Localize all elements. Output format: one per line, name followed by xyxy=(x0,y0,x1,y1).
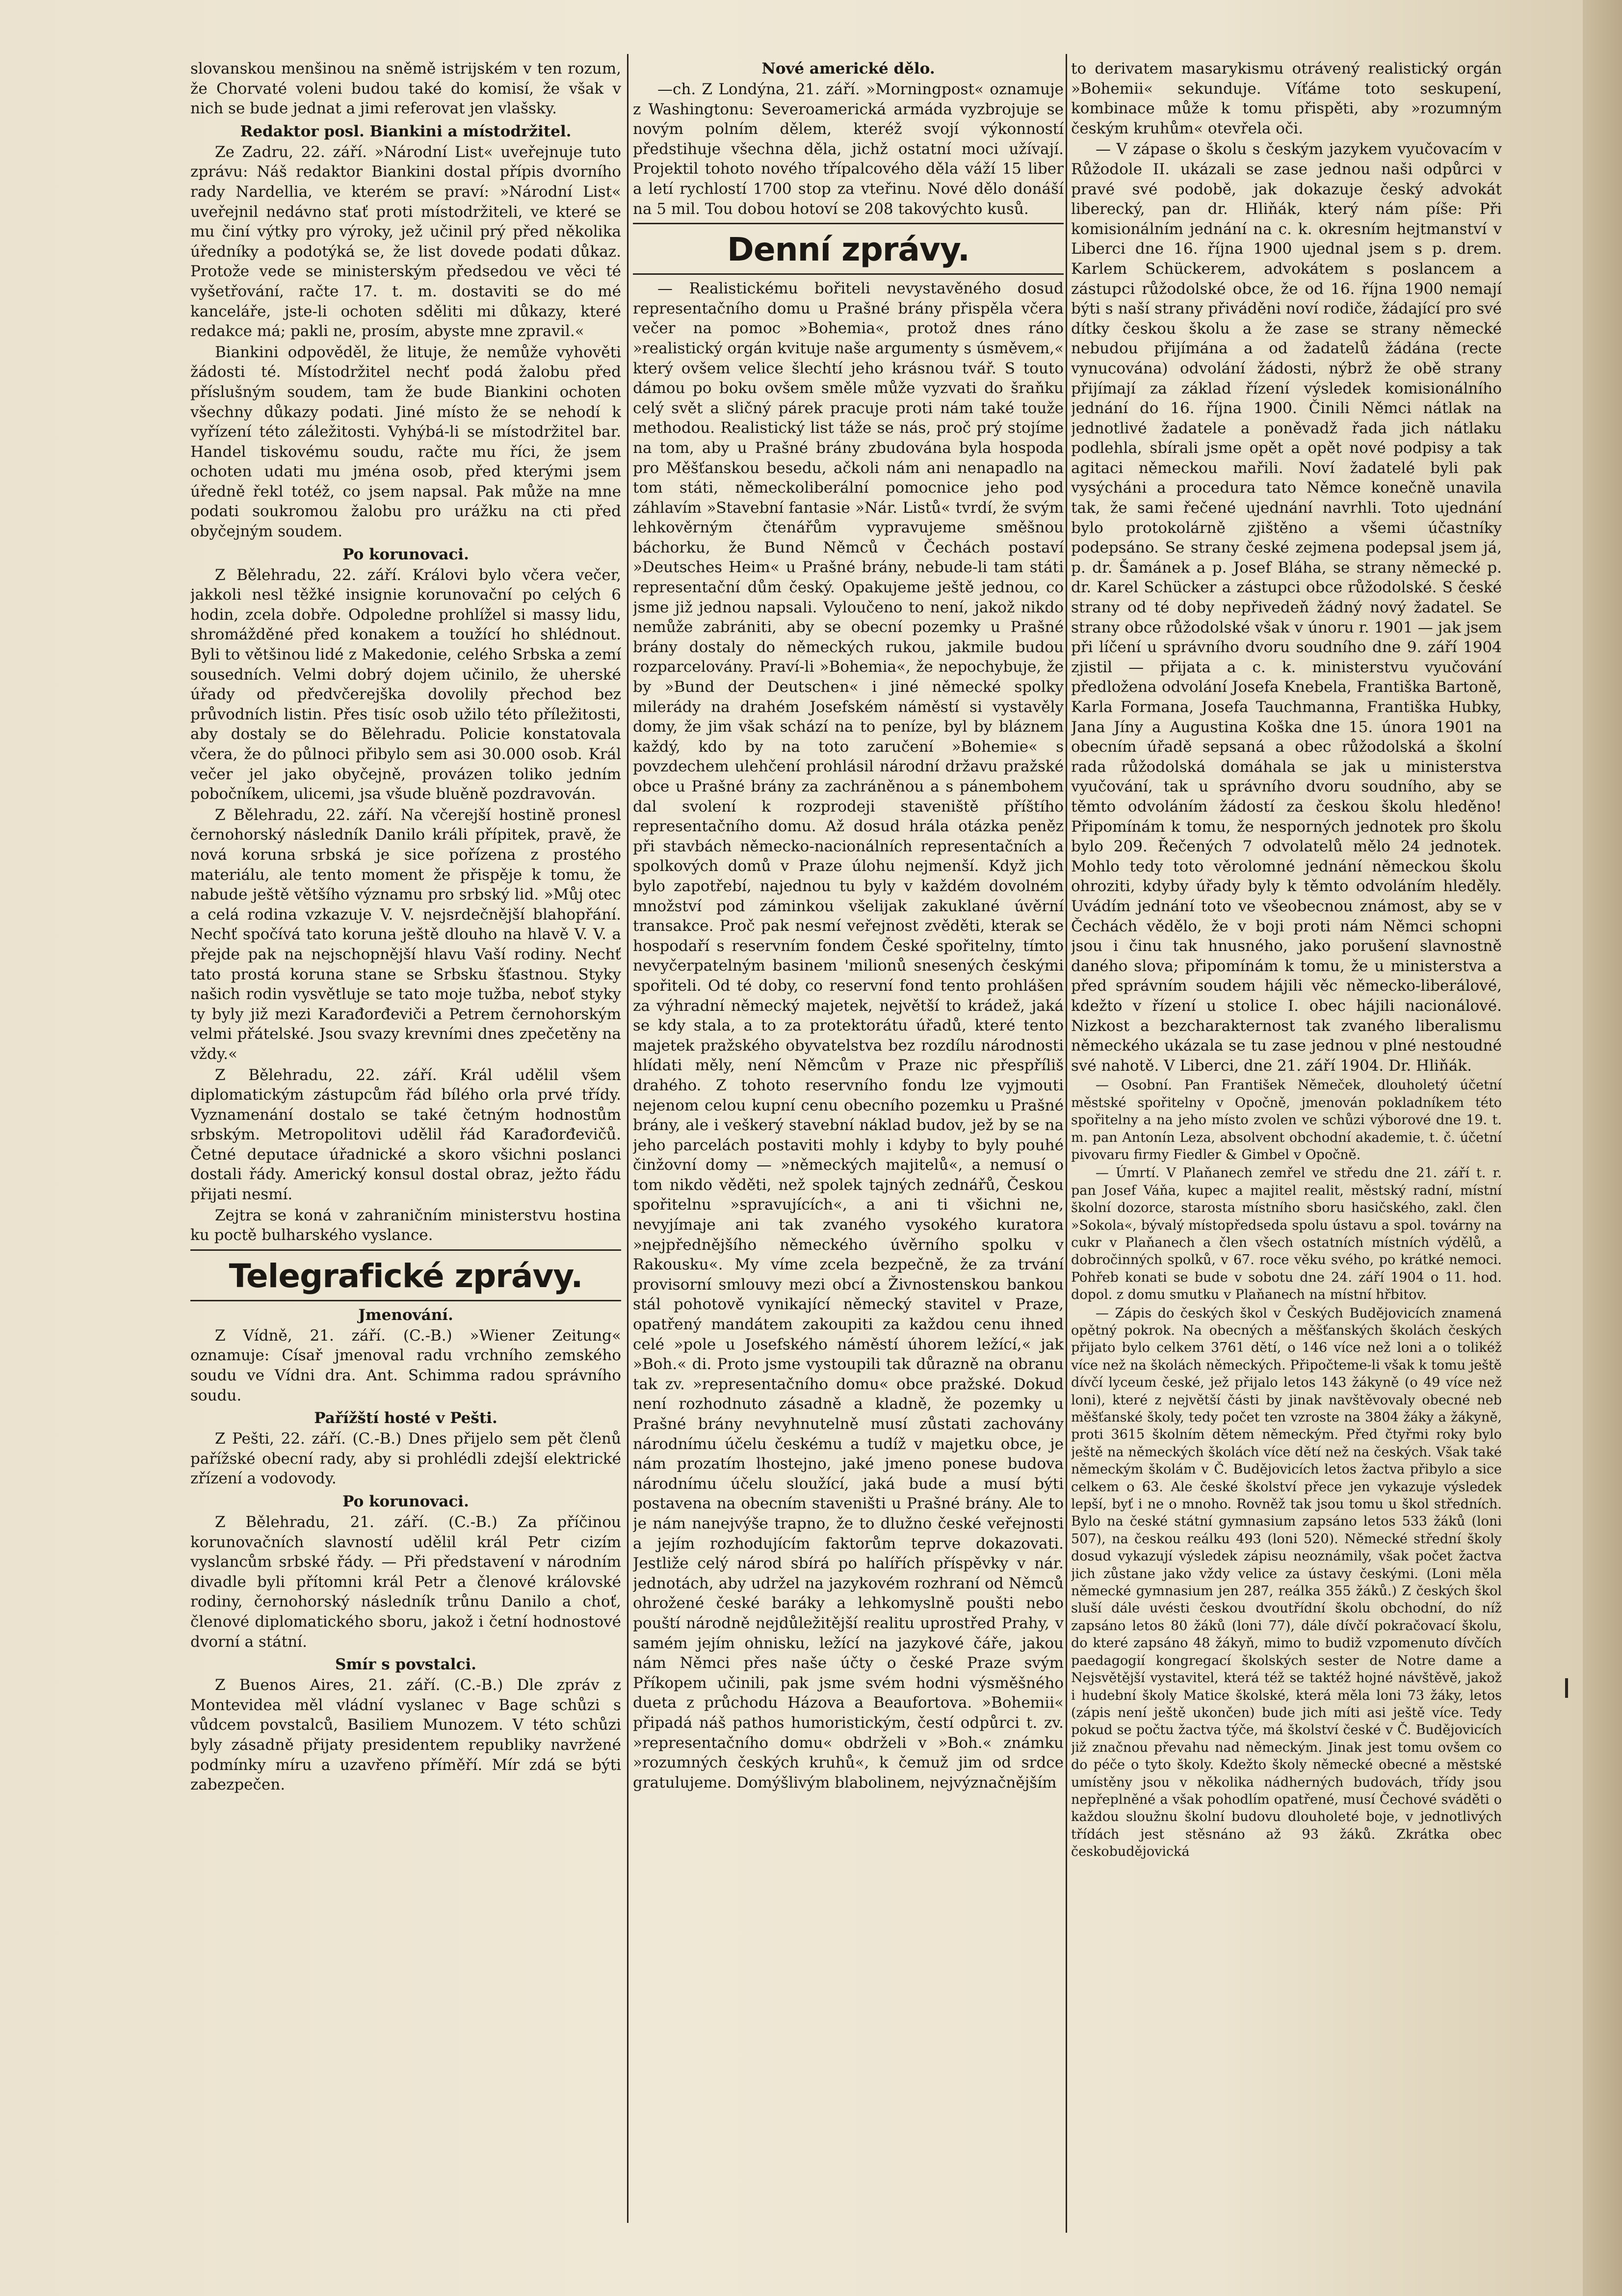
paragraph-z-vidne: Z Vídně, 21. září. (C.-B.) »Wiener Zeitung« oznamuje: Císař jmenoval radu vrchního zemského soudu ve Vídni dra. Ant. Schimma radou správního soudu. xyxy=(190,1326,621,1404)
telegraph-section-box xyxy=(190,1249,621,1301)
paragraph-ze-zadru: Ze Zadru, 22. září. »Národní List« uveřejnuje tuto zprávu: Náš redaktor Biankini dostal přípis dvorního rady Nardellia, ve kterém se praví: »Národní List« uveřejnil nedávno stať proti místodržiteli, ve které se mu činí výtky pro výroky, jež učinil prý před několika úředníky a podotýká se, že list dovede podati důkaz. Protože vede se ministerským předsedou ve věci té vyšetřování, račte 17. t. m. dostaviti se do mé kanceláře, jste-li ochoten sděliti mi důkazy, které redakce má; pakli ne, prosím, abyste mne zpravil.« xyxy=(190,143,621,341)
heading-parizsti-hoste: Pařížští hosté v Pešti. xyxy=(314,1409,497,1427)
paragraph-belehrad-4: Z Bělehradu, 21. září. (C.-B.) Za příčinou korunovačních slavností udělil král Petr cizím vyslancům srbské řády. — Při představení v národním divadle byli přítomni král Petr a členové královské rodiny, černohorský následník trůnu Danilo a choť, členové diplomatického sboru, jakož i četní hodnostové dvorní a státní. xyxy=(190,1513,621,1651)
page-fold-shadow xyxy=(1583,0,1622,2296)
column-3 xyxy=(1071,59,1502,2238)
paragraph-zejtra: Zejtra se koná v zahraničním ministerstvu hostina ku poctě bulharského vyslance. xyxy=(190,1206,621,1244)
paragraph-buenos-aires: Z Buenos Aires, 21. září. (C.-B.) Dle zpráv z Montevidea měl vládní vyslanec v Bage schůzi s vůdcem povstalců, Basiliem Munozem. V této schůzi byly zásadně přijaty presidentem republiky navržené podmínky míru a uzavřeno příměří. Mír zdá se býti zabezpečen. xyxy=(190,1676,621,1794)
paragraph-derivatem: to derivatem masarykismu otrávený realistický orgán »Bohemii« sekunduje. Víťáme toto seskupení, kombinace může k tomu přispěti, aby »rozumným českým kruhům« otevřela oči. xyxy=(1071,60,1502,137)
paragraph-osobni: — Osobní. Pan František Němeček, dlouholetý účetní městské spořitelny v Opočně, jmenován pokladníkem této spořitelny a na jeho místo zvolen ve schůzi výborové dne 19. t. m. pan Antonín Leza, absolvent obchodní akademie, t. č. účetní pivovaru firmy Fiedler & Gimbel v Opočně. xyxy=(1071,1078,1502,1162)
column-2 xyxy=(633,59,1064,2238)
paragraph-zapis-budejovice: — Zápis do českých škol v Českých Budějovicích znamená opětný pokrok. Na obecných a měšťanských školách českých přijato bylo celkem 3761 dětí, o 146 více než loni a o tolikéž více než na školách německých. Připočteme-li však k tomu ještě dívčí lyceum české, jež přijalo letos 143 žákyně (o 49 více než loni), které z největší části by jinak navštěvovaly obecné neb měšťanské školy, tedy počet ten vzroste na 3804 žáky a žákyně, proti 3615 školním dětem německým. Před čtyřmi roky bylo ještě na německých školách více dětí než na českých. Však také německým školám v Č. Budějovicích letos žactva přibylo a sice celkem o 63. Ale české školství přece jen vykazuje výsledek lepší, byť i ne o mnoho. Rovněž tak jsou tomu u škol středních. Bylo na české státní gymnasium zapsáno letos 533 žáků (loni 507), na českou reálku 493 (loni 520). Německé střední školy dosud vykazují výsledek zápisu neoznámily, však počet žactva jich zůstane jako vždy velice za ústavy českými. (Loni měla německé gymnasium jen 287, reálka 355 žáků.) Z českých škol sluší dále uvésti českou dvoutřídní školu obchodní, do níž zapsáno letos 80 žáků (loni 77), dále dívčí pokračovací školu, do které zapsáno 48 žákyň, mimo to budiž vzpomenuto dívčích paedagogií kongregací školských sester de Notre dame a Nejsvětější vystavitel, která též se taktéž hojné návštěvě, jakož i hudební školy Matice školské, která měla loni 73 žáky, letos (zápis není ještě ukončen) bude jich míti asi ještě více. Tedy pokud se počtu žactva týče, má školství české v Č. Budějovicích již značnou převahu nad německým. Jinak jest tomu ovšem co do péče o tyto školy. Kdežto školy německé obecné a městské umístěny jsou v několika nádherných budovách, třídy jsou nepřeplněné a však pohodlím opatřené, musí Čechové sváděti o každou sloužnu školní budovu dlouholeté boje, v jednotlivých třídách jest stěsnáno až 93 žáků. Zkrátka obec českobudějovická xyxy=(1071,1305,1502,1860)
paragraph-belehrad-2: Z Bělehradu, 22. září. Na včerejší hostině pronesl černohorský následník Danilo králi přípitek, pravě, že nová koruna srbská je sice pořízena z prostého materiálu, ale tento moment že přispěje k tomu, že nabude ještě většího významu pro srbský lid. »Můj otec a celá rodina vzkazuje V. V. nejsrdečnější blahopřání. Nechť spočívá tato koruna ještě dlouho na hlavě V. V. a přejde pak na nejschopnější hlavu Vaší rodiny. Nechť tato prostá koruna stane se Srbsku šťastnou. Styky našich rodin vysvětluje se tato moje tužba, neboť styky ty byly již mezi Karađorđeviči a Petrem černohorským velmi přátelské. Jsou svazy krevními dnes zpečetěny na vždy.« xyxy=(190,806,621,1063)
paragraph-realistickemu: — Realistickému bořiteli nevystavěného dosud representačního domu u Prašné brány přispěla včera večer na pomoc »Bohemia«, protož dnes ráno »realistický orgán kvituje naše argumenty s úsměvem,« který ovšem velice šlechtí jeho krásnou tvář. S touto dámou po boku ovšem směle může vyzvati do šraňku celý svět a sličný párek pracuje proti nám také touže methodou. Realistický list táže se nás, proč prý stojíme na tom, aby u Prašné brány zbudována byla hospoda pro Měšťanskou besedu, ačkoli nám ani nenapadlo na tom státi, německoliberální pomocnice jeho pod záhlavím »Stavební fantasie »Nár. Listů« tvrdí, že svým lehkověrným čtenářům vypravujeme směšnou báchorku, že Bund Němců v Čechách postaví »Deutsches Heim« u Prašné brány, nebude-li tam státi representační dům český. Opakujeme ještě jednou, co jsme již jednou napsali. Vyloučeno to není, jakož nikdo nemůže zabrániti, aby se obecní pozemky u Prašné brány dostaly do německých rukou, jakmile budou rozparcelovány. Praví-li »Bohemia«, že nepochybuje, že by »Bund der Deutschen« i jiné německé spolky milerády na drahém Josefském náměstí si vystavěly domy, že jim však schází na to peníze, byl by bláznem každý, kdo by na toto zaručení »Bohemie« s povzdechem ulehčení prohlásil národní državu pražské obce u Prašné brány za zachráněnou a s pánembohem dal svolení k rozprodeji staveniště příštího representačního domu. Až dosud hrála otázka peněz při stavbách německo-nacionálních representačních a spolkových domů v Praze úlohu nejmenší. Když jich bylo zapotřebí, najednou tu byly v každém dovolném množství pod záminkou všelijak zakuklané úvěrní transakce. Proč pak nesmí veřejnost zvěděti, kterak se hospodaří s reservním fondem České spořitelny, tímto nevyčerpatelným basinem 'milionů snesených českými spořiteli. Od té doby, co reservní fond tento prohlášen za výhradní německý majetek, největší to krádež, jaká se kdy stala, a to za protektorátu úřadů, které tento majetek pražského obyvatelstva bez rozdílu národnosti hlídati měly, není Němcům v Praze nic přespříliš drahého. Z tohoto reservního fondu lze vyjmouti nejenom celou kupní cenu obecního pozemku u Prašné brány, ale i veškerý stavební náklad budov, jež by se na jeho parcelách postaviti mohly i kdyby to byly pouhé činžovní domy — »německých majitelů«, a nemusí o tom nikdo věděti, než spolek tajných zednářů, Českou spořitelnu »spravujících«, a ani ti všichni ne, nevyjímaje ani tak zvaného vysokého kuratora »nejpřednějšího německého úvěrního spolku v Rakousku«. My víme zcela bezpečně, že za trvání provisorní smlouvy mezi obcí a Živnostenskou bankou stál pohotově vynikající německý stavitel v Praze, opatřený mandátem zakoupiti za každou cenu ihned celé »pole u Josefského náměstí úhorem ležící,« jak »Boh.« di. Proto jsme vystoupili tak důrazně na obranu tak zv. »representačního domu« obce pražské. Dokud není rozhodnuto zásadně a kladně, že pozemky u Prašné brány nevyhnutelně musí zůstati zachovány národnímu účelu českému a tudíž v majetku obce, je nám prozatím lhostejno, jaké jmeno ponese budova národnímu účelu sloužící, jaká bude a musí býti postavena na obecním staveništi u Prašné brány. Ale to je nám nanejvýše trapno, že to dlužno české veřejnosti a jejím rozhodujícím faktorům teprve dokazovati. Jestliže celý národ sbírá po halířích příspěvky v nár. jednotách, aby udržel na jazykovém rozhraní od Němců ohrožené české baráky a lehkomyslně poušti nebo pouští národně nejdůležitější realitu uprostřed Prahy, v samém jejím ohnisku, ležící na jazykové čáře, jakou nám Němci přes naše účty o české Praze svým Příkopem učinili, pak jsme svém hodni výsměšného dueta z průchodu Házova a Beaufortova. »Bohemii« připadá náš pathos humoristickým, čestí odpůrci t. zv. »representačního domu« obdrželi v »Boh.« známku »rozumných českých kruhů«, k čemuž jim od srdce gratulujeme. Domýšlivým blabolinem, nejvýznačnějším xyxy=(633,280,1064,1792)
paragraph-slovanskou: slovanskou menšinou na sněmě istrijském v ten rozum, že Chorvaté voleni budou také do komisí, že však v nich se bude jednat a jimi referovat jen vlašsky. xyxy=(190,60,621,118)
column-1 xyxy=(190,59,621,2218)
paragraph-londyn: —ch. Z Londýna, 21. září. »Morningpost« oznamuje z Washingtonu: Severoamerická armáda vyzbrojuje se novým polním dělem, kteréž svojí výkonností předstihuje všechna děla, jichž ostatní moci užívají. Projektil tohoto nového třípalcového děla váží 15 liber a letí rychlostí 1700 stop za vteřinu. Nové dělo donáší na 5 mil. Tou dobou hotoví se 208 takovýchto kusů. xyxy=(633,80,1064,218)
paragraph-biankini-odpovedel: Biankini odpověděl, že lituje, že nemůže vyhověti žádosti té. Místodržitel nechť podá žalobu před příslušným soudem, tam že bude Biankini ochoten všechny důkazy podati. Jiné místo že se nehodí k vyřízení této záležitosti. Vyhýbá-li se místodržitel bar. Handel tiskovému soudu, račte mu říci, že jsem ochoten udati mu jména osob, před kterými jsem úředně řekl totéž, co jsem napsal. Pak může na mne podati soukromou žalobu pro urážku na cti před obyčejným soudem. xyxy=(190,343,621,541)
section-title-denni-zpravy: Denní zprávy. xyxy=(727,231,969,269)
heading-po-korunovaci: Po korunovaci. xyxy=(342,545,469,563)
column-rule-2 xyxy=(1066,54,1067,2233)
heading-po-korunovaci-2: Po korunovaci. xyxy=(342,1493,469,1510)
section-title-telegraficke: Telegrafické zprávy. xyxy=(229,1257,583,1295)
paragraph-umrti: — Úmrtí. V Plaňanech zemřel ve středu dne 21. září t. r. pan Josef Váňa, kupec a majitel realit, městský radní, místní školní dozorce, starosta místního sboru hasičského, zakl. člen »Sokola«, bývalý místopředseda spolu ústavu a spol. továrny na cukr v Plaňanech a člen všech ostatních místních výdělů, a dobročinných spolků, v 67. roce věku svého, po krátké nemoci. Pohřeb konati se bude v sobotu dne 24. září 1904 o 11. hod. dopol. z domu smutku v Plaňanech na místní hřbitov. xyxy=(1071,1165,1502,1303)
heading-biankini: Redaktor posl. Biankini a místodržitel. xyxy=(240,122,572,140)
paragraph-zapas-o-skolu: — V zápase o školu s českým jazykem vyučovacím v Růžodole II. ukázali se zase jednou naši odpůrci v pravé své podobě, jak dokazuje český advokát liberecký, pan dr. Hliňák, který nám píše: Při komisionálním jednání na c. k. okresním hejtmanství v Liberci dne 16. října 1900 ujednal jsem s p. drem. Karlem Schückerem, advokátem s poslancem a zástupci růžodolské obce, že od 16. října 1900 nemají býti s naší strany přiváděni noví rodiče, žádající pro své dítky českou školu a že zase se strany německé nebudou přijímána a od žadatelů žádána (recte vynucována) odvolání žádosti, nýbrž že obě strany přijímají za základ řízení výsledek komisionálního jednání do 16. října 1900. Činili Němci nátlak na jednotlivé žadatele a poněvadž řada jich nátlaku podlehla, sbírali jsme opět a opět nové podpisy a tak agitaci německou mařili. Noví žadatelé byli pak vysýcháni a procedura tato Němce konečně unavila tak, že sami řečené ujednání navrhli. Toto ujednání bylo protokolárně zjištěno a všemi účastníky podepsáno. Se strany české zejmena podepsal jsem já, p. dr. Šamánek a p. Josef Bláha, se strany německé p. dr. Karel Schücker a zástupci obce růžodolské. S české strany od té doby nepřivedeň žádný nový žadatel. Se strany obce růžodolské však v únoru r. 1901 — jak jsem při líčení u správního dvoru soudního dne 9. září 1904 zjistil — přijata a c. k. ministerstvu vyučování předložena odvolání Josefa Knebela, Františka Bartoně, Karla Formana, Josefa Tauchmanna, Františka Hubky, Jana Jíny a Augustina Koška dne 15. února 1901 na obecním úřadě sepsaná a obec růžodolská a školní rada růžodolská domáhala se jak u ministerstva vyučování, tak u správního dvoru soudního, aby se těmto odvoláním žádostí za českou školu hleděno! Připomínám k tomu, že nesporných jednotek pro školu bylo 209. Řečených 7 odvolatelů mělo 24 jednotek. Mohlo tedy toto věrolomné jednání německou školu ohroziti, kdyby úřady byly k těmto odvoláním hleděly. Uvádím jednání toto ve všeobecnou známost, aby se v Čechách vědělo, že v boji proti nám Němci schopni jsou i činu tak hnusného, jako porušení slavnostně daného slova; připomínám k tomu, že u ministerstva a před správním soudem hájili věc německo-liberálové, kdežto v řízení u stolice I. obec hájili nacionálové. Nizkost a bezcharakternost tak zvaného liberalismu německého ukázala se tu zase jednou v plné nestoudné své nahotě. V Liberci, dne 21. září 1904. Dr. Hliňák. xyxy=(1071,140,1502,1075)
paragraph-belehrad-3: Z Bělehradu, 22. září. Král udělil všem diplomatickým zástupcům řád bílého orla prvé třídy. Vyznamenání dostalo se také četným hodnostům srbským. Metropolitovi udělil řád Karađorđevičů. Četné deputace úřadnické a skoro všichni poslanci dostali řády. Americký konsul dostal obraz, ježto řádu přijati nesmí. xyxy=(190,1066,621,1204)
heading-jmenovani: Jmenování. xyxy=(358,1306,453,1324)
column-rule-1 xyxy=(627,54,628,2223)
heading-smir: Smír s povstalci. xyxy=(335,1656,476,1674)
daily-news-section-box xyxy=(633,223,1064,275)
margin-mark xyxy=(1565,1678,1568,1698)
paragraph-z-pesti: Z Pešti, 22. září. (C.-B.) Dnes přijelo sem pět členů pařížské obecní rady, aby si prohlédli zdejší elektrické zřízení a vodovody. xyxy=(190,1430,621,1488)
heading-nove-delo: Nové americké dělo. xyxy=(761,60,935,78)
paragraph-belehrad-1: Z Bělehradu, 22. září. Královi bylo včera večer, jakkoli nesl těžké insignie korunovační po celých 6 hodin, zcela dobře. Odpoledne prohlížel si massy lidu, shromážděné před konakem a toužící ho shlédnout. Byli to většinou lidé z Makedonie, celého Srbska a zemí sousedních. Velmi dobrý dojem učinilo, že uherské úřady od předvčerejška dovolily přechod bez průvodních listin. Přes tisíc osob užilo této příležitosti, aby dostaly se do Bělehradu. Policie konstatovala včera, že do půlnoci přibylo sem asi 30.000 osob. Král večer jel jako obyčejně, provázen toliko jedním pobočníkem, ulicemi, jsa všude bluěně pozdravován. xyxy=(190,566,621,803)
